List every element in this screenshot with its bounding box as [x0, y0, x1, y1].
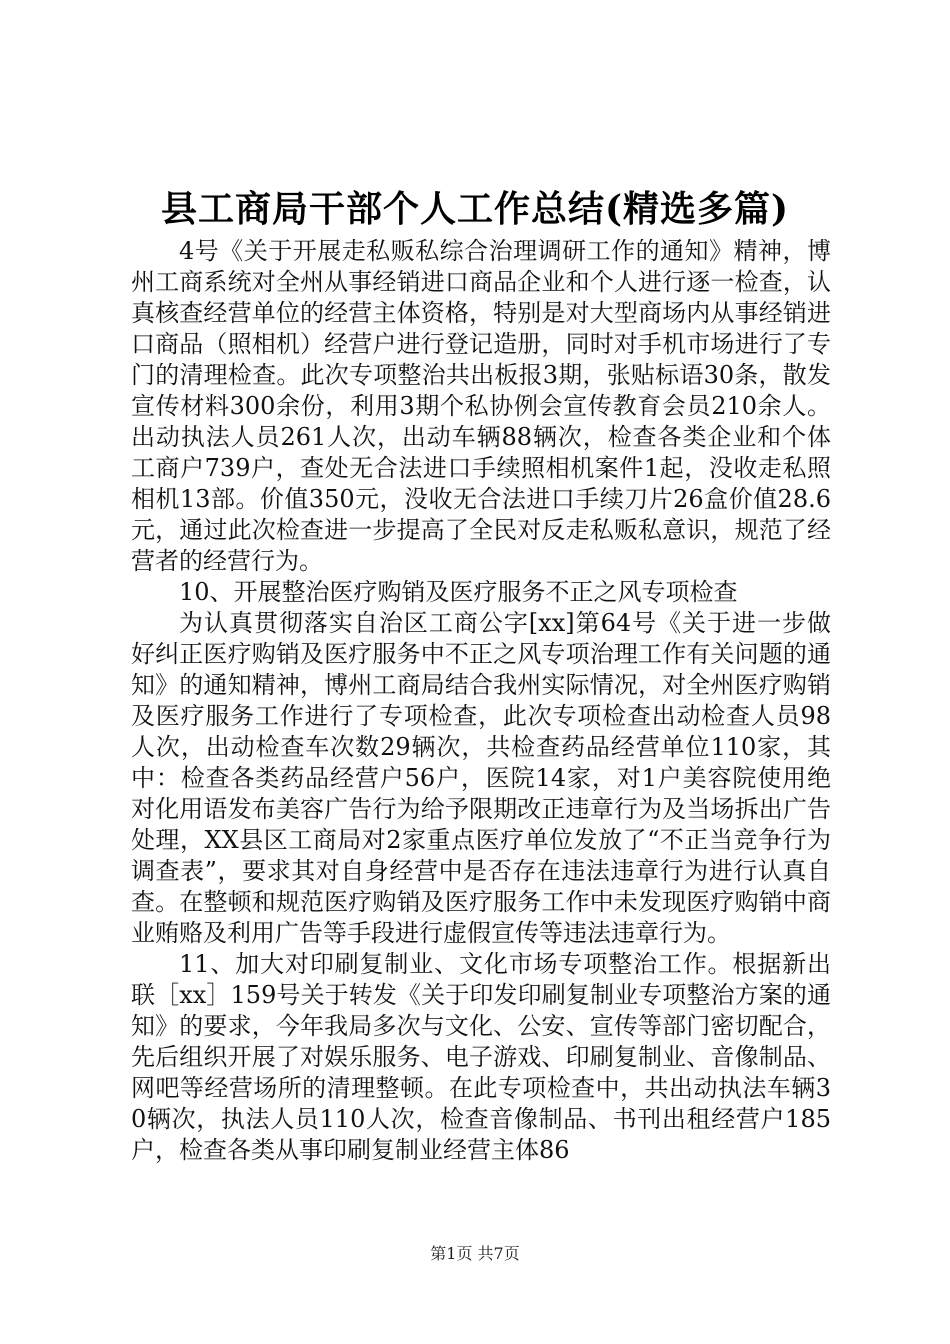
paragraph: 4号《关于开展走私贩私综合治理调研工作的通知》精神，博州工商系统对全州从事经销进口商品企业和个人进行逐一检查，认真核查经营单位的经营主体资格，特别是对大型商场内从事经销进口商品（照相机）经营户进行登记造册，同时对手机市场进行了专门的清理检查。此次专项整治共出板报3期，张贴标语30条，散发宣传材料300余份，利用3期个私协例会宣传教育会员210余人。出动执法人员261人次，出动车辆88辆次，检查各类企业和个体工商户739户，查处无合法进口手续照相机案件1起，没收走私照相机13部。价值350元，没收无合法进口手续刀片26盒价值28.6元，通过此次检查进一步提高了全民对反走私贩私意识，规范了经营者的经营行为。 — [131, 237, 831, 575]
section-heading: 10、开展整治医疗购销及医疗服务不正之风专项检查 — [179, 578, 738, 606]
paragraph: 为认真贯彻落实自治区工商公字[xx]第64号《关于进一步做好纠正医疗购销及医疗服务中不正之风专项治理工作有关问题的通知》的通知精神，博州工商局结合我州实际情况，对全州医疗购销及医疗服务工作进行了专项检查，此次专项检查出动检查人员98人次，出动检查车次数29辆次，共检查药品经营单位110家，其中：检查各类药品经营户56户，医院14家，对1户美容院使用绝对化用语发布美容广告行为给予限期改正违章行为及当场拆出广告处理，XX县区工商局对2家重点医疗单位发放了“不正当竞争行为调查表”，要求其对自身经营中是否存在违法违章行为进行认真自查。在整顿和规范医疗购销及医疗服务工作中未发现医疗购销中商业贿赂及利用广告等手段进行虚假宣传等违法违章行为。 — [131, 609, 831, 947]
document-body — [131, 236, 831, 1166]
document-title: 县工商局干部个人工作总结(精选多篇) — [160, 188, 790, 230]
paragraph: 11、加大对印刷复制业、文化市场专项整治工作。根据新出联［xx］159号关于转发《关于印发印刷复制业专项整治方案的通知》的要求，今年我局多次与文化、公安、宣传等部门密切配合，先后组织开展了对娱乐服务、电子游戏、印刷复制业、音像制品、网吧等经营场所的清理整顿。在此专项检查中，共出动执法车辆30辆次，执法人员110人次，检查音像制品、书刊出租经营户185户，检查各类从事印刷复制业经营主体86 — [131, 950, 831, 1164]
page-number-footer: 第1页 共7页 — [430, 1244, 520, 1263]
